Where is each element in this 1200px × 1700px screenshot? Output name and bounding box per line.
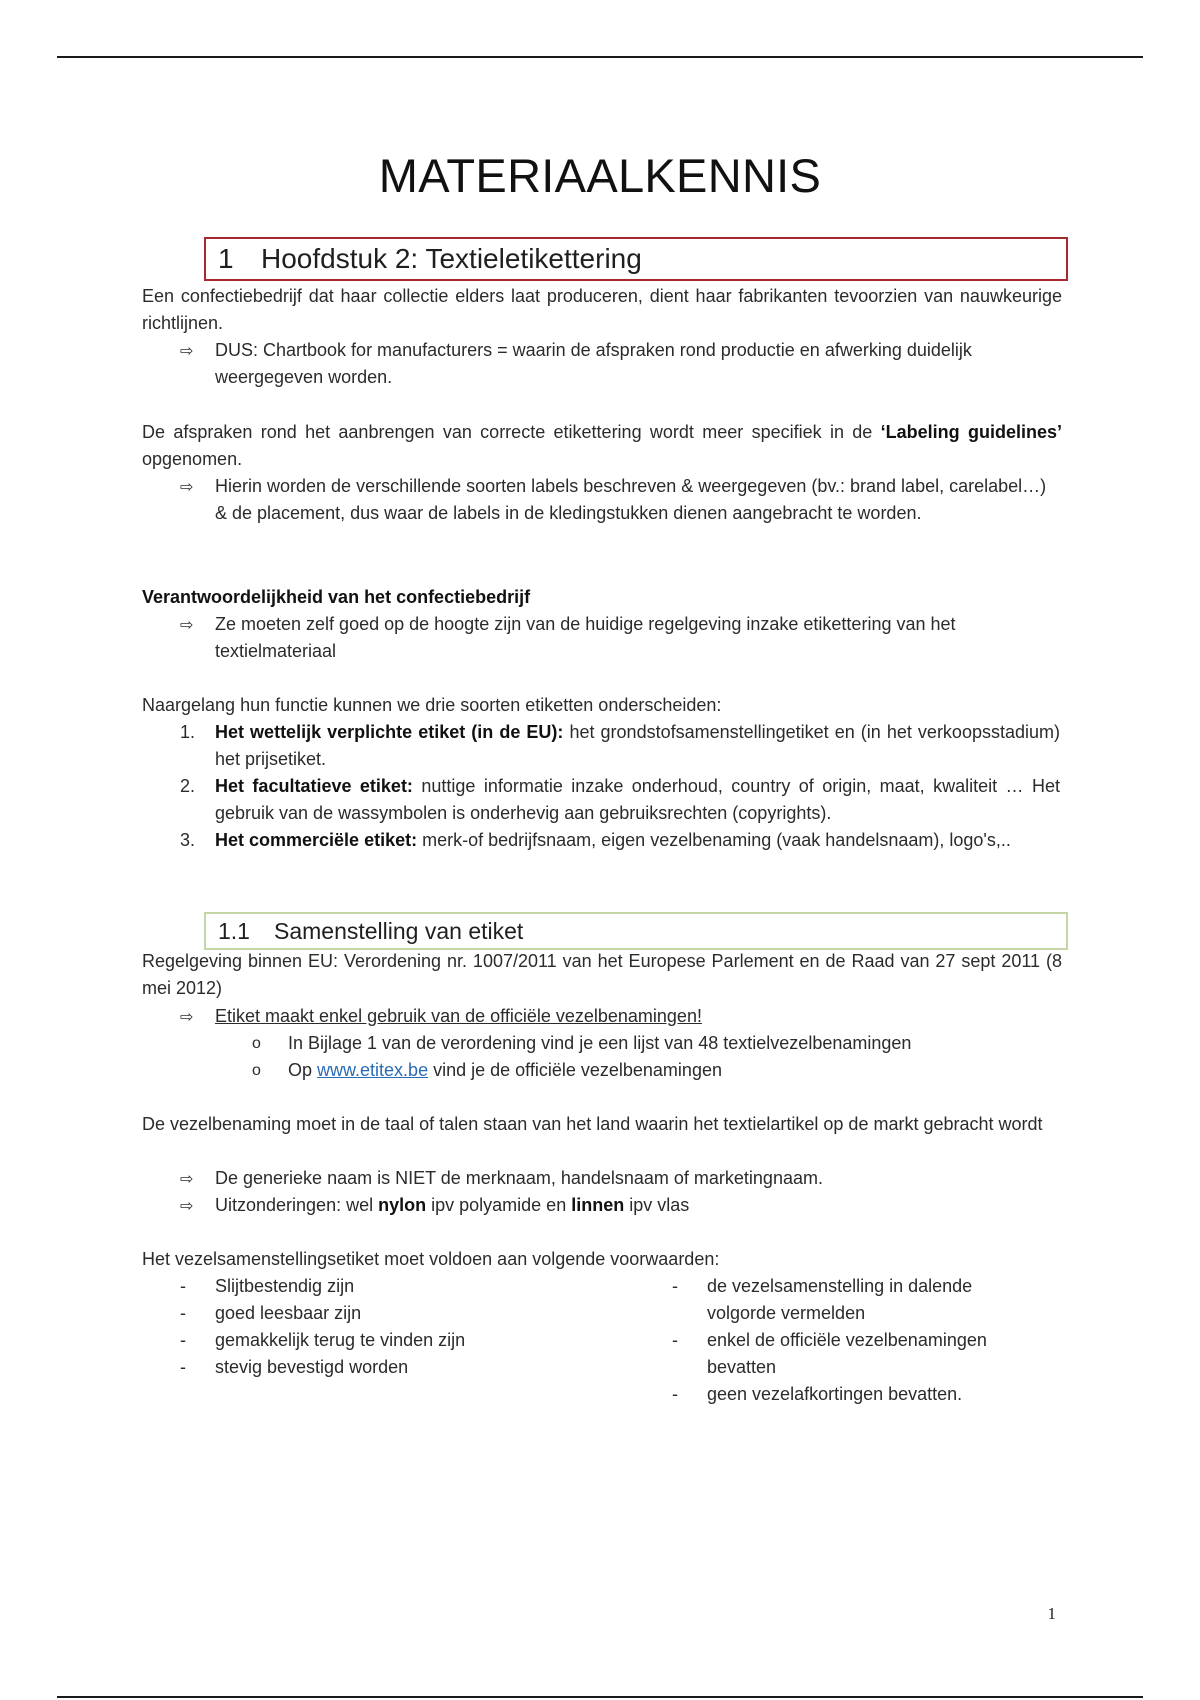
arrow-item-text: Hierin worden de verschillende soorten labels beschreven & weergegeven (bv.: brand label, carelabel…) & de placement, dus waar de labels in de kledingstukken dienen aangebracht te worden. xyxy=(215,476,1047,523)
heading-1-text: Hoofdstuk 2: Textieletikettering xyxy=(261,243,642,274)
exceptions-mid: ipv polyamide en xyxy=(431,1195,567,1215)
list-item-bold: Het commerciële etiket: xyxy=(215,830,418,850)
exceptions-nylon: nylon xyxy=(378,1195,427,1215)
list-item-bold: Het facultatieve etiket: xyxy=(215,776,413,796)
list-number: 2. xyxy=(180,776,196,796)
arrow-bullet-icon: ⇨ xyxy=(180,1007,194,1026)
arrow-bullet-icon: ⇨ xyxy=(180,615,194,634)
list-item-text xyxy=(215,773,1060,827)
heading-2-text: Samenstelling van etiket xyxy=(274,918,524,944)
list-item-text xyxy=(215,719,1060,773)
condition-text: enkel de officiële vezelbenamingen bevatten xyxy=(707,1330,987,1377)
heading-1-number: 1 xyxy=(218,243,234,274)
condition-text: gemakkelijk terug te vinden zijn xyxy=(215,1330,466,1350)
regulation-paragraph: Regelgeving binnen EU: Verordening nr. 1007/2011 van het Europese Parlement en de Raad van 27 sept 2011 (8 mei 2012) xyxy=(142,951,1062,998)
exceptions-post: ipv vlas xyxy=(629,1195,690,1215)
types-intro: Naargelang hun functie kunnen we drie soorten etiketten onderscheiden: xyxy=(142,695,722,715)
exceptions-linnen: linnen xyxy=(571,1195,625,1215)
arrow-item-text: Ze moeten zelf goed op de hoogte zijn van de huidige regelgeving inzake etikettering van het textielmateriaal xyxy=(215,614,956,661)
circle-bullet-icon: o xyxy=(252,1035,261,1052)
sub-list-post: vind je de officiële vezelbenamingen xyxy=(433,1060,722,1080)
condition-text: goed leesbaar zijn xyxy=(215,1303,362,1323)
etitex-link[interactable]: www.etitex.be xyxy=(317,1060,429,1080)
dash-bullet: - xyxy=(672,1384,678,1404)
condition-text: stevig bevestigd worden xyxy=(215,1357,409,1377)
heading-2-box xyxy=(204,912,1068,950)
labeling-bold: ‘Labeling guidelines’ xyxy=(880,422,1062,442)
page-title: MATERIAALKENNIS xyxy=(378,149,822,202)
conditions-intro: Het vezelsamenstellingsetiket moet voldoen aan volgende voorwaarden: xyxy=(142,1249,720,1269)
list-number: 1. xyxy=(180,722,196,742)
bottom-rule xyxy=(57,1696,1143,1698)
language-paragraph: De vezelbenaming moet in de taal of talen staan van het land waarin het textielartikel op de markt gebracht wordt xyxy=(142,1114,1043,1134)
labeling-tail: opgenomen. xyxy=(142,449,243,469)
heading-2-number: 1.1 xyxy=(218,918,250,944)
top-rule xyxy=(57,56,1143,58)
list-number: 3. xyxy=(180,830,196,850)
labeling-lead: De afspraken rond het aanbrengen van correcte etikettering wordt meer specifiek in de xyxy=(142,422,873,442)
list-item-rest: het grondstofsamenstellingetiket en (in het verkoopsstadium) het prijsetiket. xyxy=(215,722,1060,769)
intro-paragraph: Een confectiebedrijf dat haar collectie elders laat produceren, dient haar fabrikanten tevoorzien van nauwkeurige richtlijnen. xyxy=(142,286,1062,333)
arrow-bullet-icon: ⇨ xyxy=(180,341,194,360)
dash-bullet: - xyxy=(180,1357,186,1377)
dash-bullet: - xyxy=(180,1303,186,1323)
arrow-item-text xyxy=(215,1192,1060,1219)
arrow-bullet-icon: ⇨ xyxy=(180,477,194,496)
list-item-rest: nuttige informatie inzake onderhoud, country of origin, maat, kwaliteit … Het gebruik van de wassymbolen is onderhevig aan gebruiksrechten (copyrights). xyxy=(215,776,1060,823)
condition-text: geen vezelafkortingen bevatten. xyxy=(707,1384,963,1404)
sub-list-item-text xyxy=(288,1057,722,1084)
labeling-paragraph xyxy=(142,419,1062,473)
arrow-bullet-icon: ⇨ xyxy=(180,1169,194,1188)
list-item-rest: merk-of bedrijfsnaam, eigen vezelbenaming (vaak handelsnaam), logo's,.. xyxy=(417,830,1011,850)
arrow-item-text: DUS: Chartbook for manufacturers = waarin de afspraken rond productie en afwerking duidelijk weergegeven worden. xyxy=(215,340,972,387)
dash-bullet: - xyxy=(180,1330,186,1350)
sub-list-item-text: In Bijlage 1 van de verordening vind je een lijst van 48 textielvezelbenamingen xyxy=(288,1033,912,1053)
arrow-item-text: Etiket maakt enkel gebruik van de officiële vezelbenamingen! xyxy=(215,1006,702,1026)
exceptions-pre: Uitzonderingen: wel xyxy=(215,1195,374,1215)
dash-bullet: - xyxy=(672,1330,678,1350)
responsibility-heading xyxy=(142,584,1062,611)
responsibility-heading-text: Verantwoordelijkheid van het confectiebedrijf xyxy=(142,587,531,607)
condition-text: de vezelsamenstelling in dalende volgorde vermelden xyxy=(707,1276,973,1323)
heading-1-box xyxy=(204,237,1068,281)
list-item-text xyxy=(215,827,1060,854)
arrow-item-text: De generieke naam is NIET de merknaam, handelsnaam of marketingnaam. xyxy=(215,1168,823,1188)
sub-list-pre: Op xyxy=(288,1060,313,1080)
list-item-bold: Het wettelijk verplichte etiket (in de EU): xyxy=(215,722,564,742)
dash-bullet: - xyxy=(672,1276,678,1296)
page-number: 1 xyxy=(1047,1604,1056,1623)
dash-bullet: - xyxy=(180,1276,186,1296)
circle-bullet-icon: o xyxy=(252,1062,261,1079)
arrow-bullet-icon: ⇨ xyxy=(180,1196,194,1215)
condition-text: Slijtbestendig zijn xyxy=(215,1276,355,1296)
